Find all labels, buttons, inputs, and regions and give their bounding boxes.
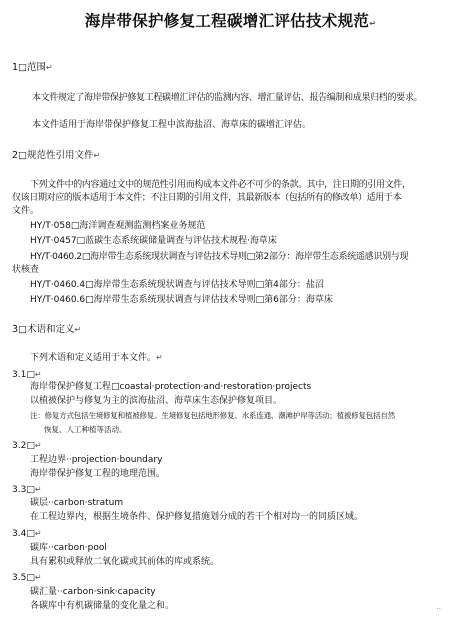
term-3-2-number: 3.2□↵ xyxy=(12,441,42,451)
reference-hy-t-0460-6: HY/T·0460.6□海岸带生态系统现状调查与评估技术导则□第6部分：海草床 xyxy=(30,295,333,305)
section-2-paragraph-line-1: 下列文件中的内容通过文中的规范性引用而构成本文件必不可少的条款。其中，注日期的引用文件， xyxy=(30,180,411,190)
term-3-1-note-line-2: 恢复、人工种植等活动。 xyxy=(44,425,127,434)
section-1-paragraph-2: 本文件适用于海岸带保护修复工程中滨海盐沼、海草床的碳增汇评估。 xyxy=(32,120,312,130)
reference-hy-t-058: HY/T·058□海洋调查观测监测档案业务规范 xyxy=(30,221,206,231)
term-3-1-note-line-1: 注：修复方式包括生境修复和植被修复。生境修复包括地形修复、水系连通、潮滩护岸等活动；植被修复包括自然 xyxy=(30,411,395,420)
term-3-1-name: 海岸带保护修复工程□coastal·protection·and·restoration·projects xyxy=(30,382,312,392)
term-3-2-definition: 海岸带保护修复工程的地理范围。 xyxy=(30,469,166,479)
term-3-4-name: 碳库··carbon·pool xyxy=(30,543,107,553)
term-3-5-number: 3.5□↵ xyxy=(12,573,42,583)
term-3-3-name: 碳层··carbon·stratum xyxy=(30,498,124,508)
term-3-5-definition: 各碳库中有机碳储量的变化量之和。 xyxy=(30,601,175,611)
term-3-3-definition: 在工程边界内，根据生境条件、保护修复措施划分成的若干个相对均一的同质区域。 xyxy=(30,512,364,522)
term-3-1-number: 3.1□↵ xyxy=(12,370,42,380)
term-3-1-definition: 以植被保护与修复为主的滨海盐沼、海草床生态保护修复项目。 xyxy=(30,396,283,406)
reference-hy-t-0460-2-line-2: 状核查 xyxy=(12,265,40,275)
section-2-paragraph-line-2: 仅该日期对应的版本适用于本文件；不注日期的引用文件，其最新版本（包括所有的修改单）适用于本 xyxy=(12,193,402,203)
section-1-heading: 1□范围↵ xyxy=(12,62,53,73)
page-corner-marker: ·· xyxy=(436,605,441,613)
section-1-paragraph-1: 本文件规定了海岸带保护修复工程碳增汇评估的监测内容、增汇量评估、报告编制和成果归档的要求。 xyxy=(32,93,423,103)
section-3-heading: 3□术语和定义↵ xyxy=(12,324,82,335)
reference-hy-t-0460-2-line-1: HY/T·0460.2□海岸带生态系统现状调查与评估技术导则□第2部分：海岸带生态系统遥感识别与现 xyxy=(30,252,409,262)
term-3-5-name: 碳汇量··carbon·sink·capacity xyxy=(30,587,156,597)
reference-hy-t-0460-4: HY/T·0460.4□海岸带生态系统现状调查与评估技术导则□第4部分：盐沼 xyxy=(30,280,324,290)
section-2-heading: 2□规范性引用文件↵ xyxy=(12,150,101,161)
term-3-4-number: 3.4□↵ xyxy=(12,529,42,539)
term-3-3-number: 3.3□↵ xyxy=(12,485,42,495)
section-3-intro: 下列术语和定义适用于本文件。↵ xyxy=(30,353,163,363)
reference-hy-t-0457: HY/T·0457□蓝碳生态系统碳储量调查与评估技术规程·海草床 xyxy=(30,236,277,246)
term-3-2-name: 工程边界··projection·boundary xyxy=(30,455,163,465)
document-title: 海岸带保护修复工程碳增汇评估技术规范↵ xyxy=(84,12,377,30)
term-3-4-definition: 具有累积或释放二氧化碳或其前体的库或系统。 xyxy=(30,557,220,567)
section-2-paragraph-line-3: 文件。 xyxy=(12,206,40,216)
